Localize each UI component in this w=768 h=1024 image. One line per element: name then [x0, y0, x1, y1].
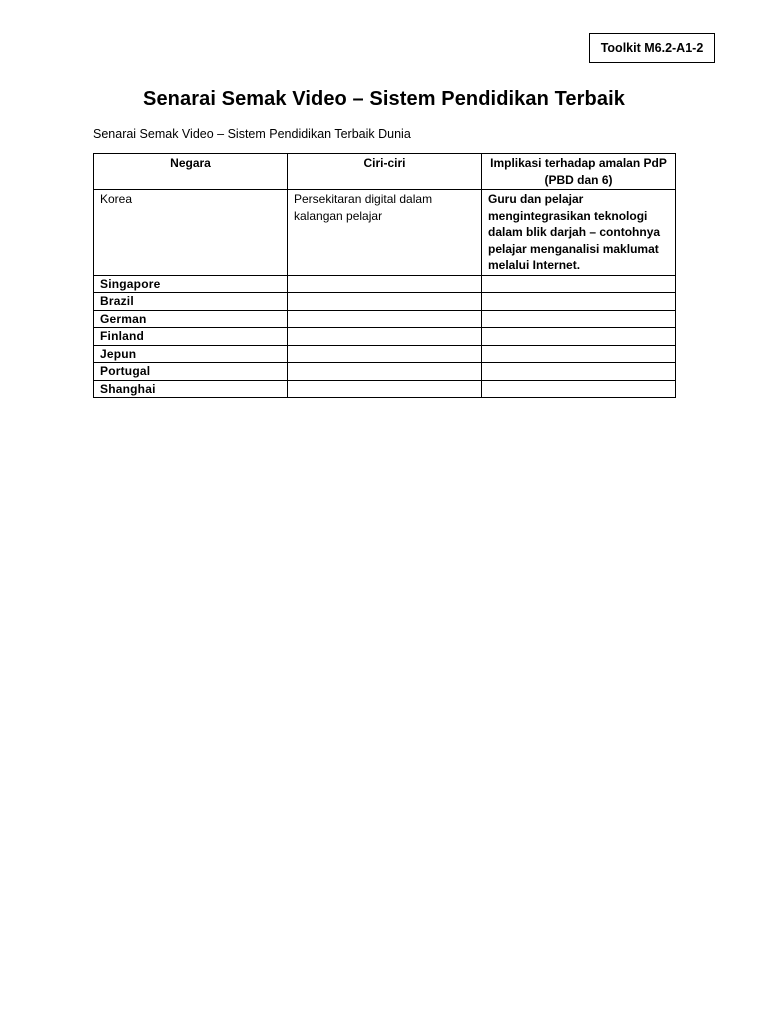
header-ciri-ciri: Ciri-ciri: [288, 154, 482, 190]
cell-ciri-ciri[interactable]: [288, 275, 482, 293]
cell-ciri-ciri[interactable]: [288, 293, 482, 311]
table-row: [94, 345, 676, 363]
cell-negara: Portugal: [94, 363, 288, 381]
header-implikasi: Implikasi terhadap amalan PdP (PBD dan 6): [482, 154, 676, 190]
cell-negara: Singapore: [94, 275, 288, 293]
toolkit-label-box: [589, 33, 715, 63]
cell-ciri-ciri[interactable]: [288, 328, 482, 346]
table-row: [94, 380, 676, 398]
table-row: [94, 310, 676, 328]
cell-negara: Finland: [94, 328, 288, 346]
table-row: [94, 293, 676, 311]
header-negara: Negara: [94, 154, 288, 190]
table-row: [94, 275, 676, 293]
table-header-row: [94, 154, 676, 190]
cell-implikasi[interactable]: [482, 328, 676, 346]
checklist-table: [93, 153, 676, 398]
table-row: [94, 190, 676, 276]
cell-negara: Shanghai: [94, 380, 288, 398]
cell-implikasi[interactable]: [482, 345, 676, 363]
table-row: [94, 328, 676, 346]
cell-negara: Korea: [94, 190, 288, 276]
cell-implikasi[interactable]: [482, 380, 676, 398]
page-title: Senarai Semak Video – Sistem Pendidikan Terbaik: [143, 88, 625, 110]
cell-ciri-ciri[interactable]: [288, 310, 482, 328]
cell-ciri-ciri: Persekitaran digital dalam kalangan pelajar: [288, 190, 482, 276]
cell-negara: Jepun: [94, 345, 288, 363]
cell-ciri-ciri[interactable]: [288, 380, 482, 398]
table-row: [94, 363, 676, 381]
cell-negara: German: [94, 310, 288, 328]
cell-ciri-ciri[interactable]: [288, 345, 482, 363]
toolkit-label: Toolkit M6.2-A1-2: [600, 41, 704, 55]
cell-ciri-ciri[interactable]: [288, 363, 482, 381]
cell-implikasi: Guru dan pelajar mengintegrasikan teknologi dalam blik darjah – contohnya pelajar menganalisi maklumat melalui Internet.: [482, 190, 676, 276]
cell-implikasi[interactable]: [482, 363, 676, 381]
page-subtitle: Senarai Semak Video – Sistem Pendidikan Terbaik Dunia: [93, 127, 411, 141]
cell-negara: Brazil: [94, 293, 288, 311]
cell-implikasi[interactable]: [482, 310, 676, 328]
cell-implikasi[interactable]: [482, 293, 676, 311]
cell-implikasi[interactable]: [482, 275, 676, 293]
